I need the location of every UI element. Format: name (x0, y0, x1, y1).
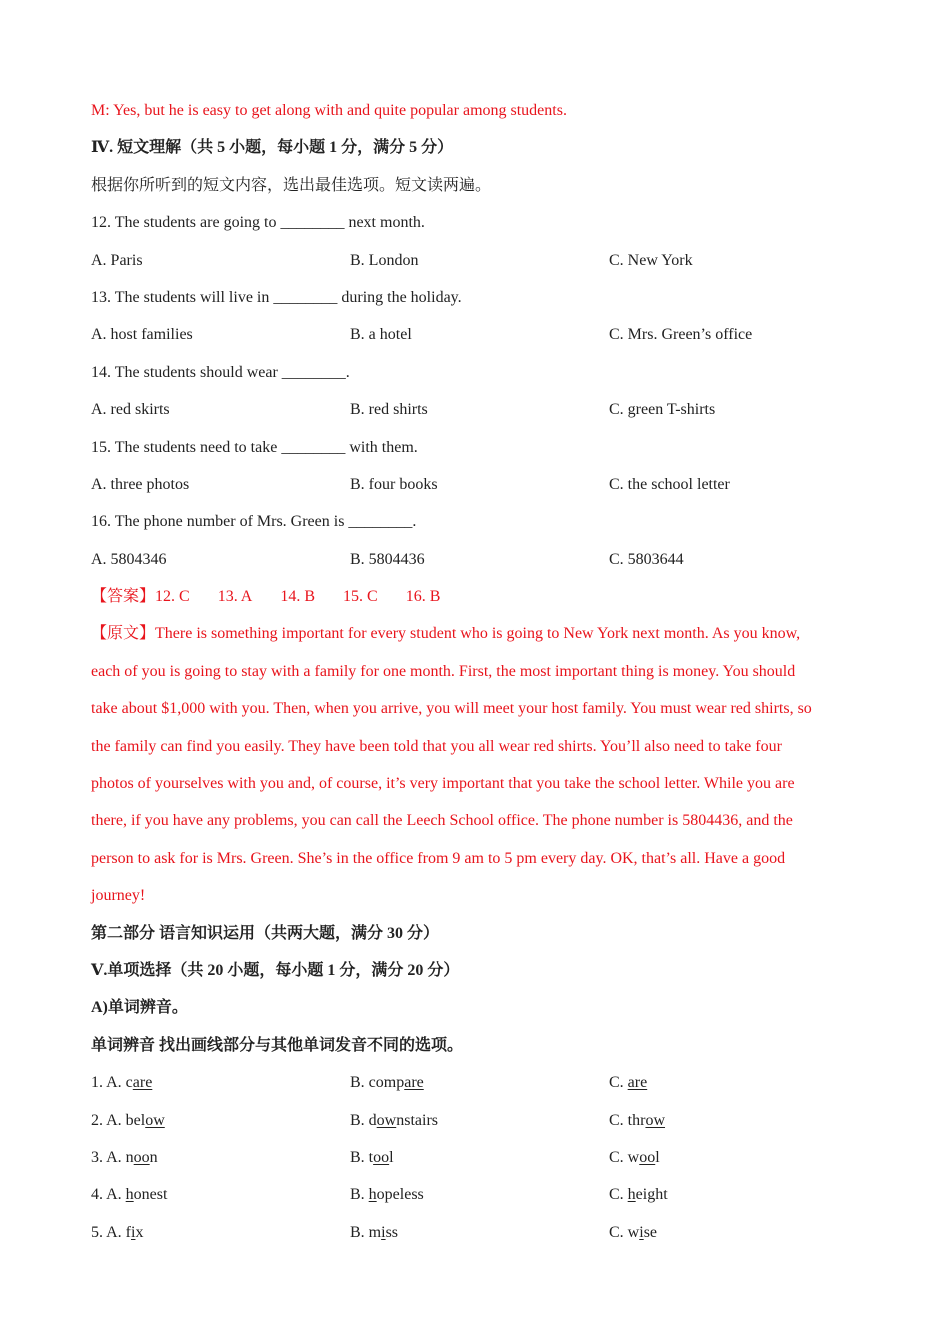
transcript-line: the family can find you easily. They have been told that you all wear red shirts. You’ll also need to take four (91, 737, 782, 755)
option-a: A. red skirts (91, 401, 170, 419)
option-a: 1. A. care (91, 1074, 153, 1092)
document-page (91, 92, 861, 1251)
option-b: B. red shirts (350, 401, 428, 419)
transcript-line: journey! (91, 887, 146, 905)
option-b: B. tool (350, 1148, 394, 1166)
option-b: B. downstairs (350, 1111, 439, 1129)
option-a: 2. A. below (91, 1111, 165, 1129)
option-a: A. 5804346 (91, 550, 167, 568)
transcript-line: each of you is going to stay with a family for one month. First, the most important thing is money. You should (91, 662, 796, 680)
option-c: C. are (609, 1074, 648, 1092)
section-heading: Ⅴ.单项选择（共 20 小题，每小题 1 分，满分 20 分） (91, 961, 460, 979)
answer-item: 15. C (343, 588, 378, 606)
answer-key (91, 578, 861, 615)
transcript-line: photos of yourselves with you and, of course, it’s very important that you take the school letter. While you are (91, 775, 795, 793)
options-13 (91, 316, 861, 353)
answer-label: 【答案】 (91, 588, 156, 606)
phonetics-item-2 (91, 1102, 861, 1139)
transcript-line: there, if you have any problems, you can call the Leech School office. The phone number is 5804436, and the (91, 812, 793, 830)
part-heading: 第二部分 语言知识运用（共两大题，满分 30 分） (91, 924, 440, 942)
option-c: C. 5803644 (609, 550, 684, 568)
phonetics-item-1 (91, 1064, 861, 1101)
transcript-line: person to ask for is Mrs. Green. She’s in the office from 9 am to 5 pm every day. OK, that’s all. Have a good (91, 849, 786, 867)
option-b: B. London (350, 251, 419, 269)
question-15: 15. The students need to take ________ with them. (91, 438, 418, 456)
question-16: 16. The phone number of Mrs. Green is ________. (91, 513, 417, 531)
options-12 (91, 242, 861, 279)
option-a: 4. A. honest (91, 1186, 168, 1204)
answer-item: 14. B (280, 588, 316, 606)
option-c: C. throw (609, 1111, 666, 1129)
option-b: B. miss (350, 1223, 399, 1241)
subsection-heading: A)单词辨音。 (91, 999, 188, 1017)
transcript-label: 【原文】 (91, 625, 156, 643)
option-b: B. a hotel (350, 326, 412, 344)
phonetics-item-5 (91, 1214, 861, 1251)
subsection-instruction: 单词辨音 找出画线部分与其他单词发音不同的选项。 (91, 1036, 464, 1054)
options-16 (91, 541, 861, 578)
option-a: A. Paris (91, 251, 143, 269)
phonetics-item-4 (91, 1176, 861, 1213)
option-b: B. 5804436 (350, 550, 425, 568)
options-15 (91, 466, 861, 503)
option-a: 3. A. noon (91, 1148, 158, 1166)
option-a: A. three photos (91, 475, 190, 493)
option-c: C. wise (609, 1223, 658, 1241)
question-12: 12. The students are going to ________ next month. (91, 214, 425, 232)
section-heading: Ⅳ. 短文理解（共 5 小题，每小题 1 分，满分 5 分） (91, 139, 454, 157)
transcript-line: take about $1,000 with you. Then, when you arrive, you will meet your host family. You must wear red shirts, so (91, 700, 812, 718)
question-14: 14. The students should wear ________. (91, 363, 350, 381)
option-a: 5. A. fix (91, 1223, 144, 1241)
option-b: B. four books (350, 475, 438, 493)
phonetics-item-3 (91, 1139, 861, 1176)
option-c: C. the school letter (609, 475, 730, 493)
answer-item: 12. C (155, 588, 190, 606)
answer-item: 16. B (405, 588, 441, 606)
dialogue-line: M: Yes, but he is easy to get along with and quite popular among students. (91, 102, 567, 119)
transcript-line (91, 615, 861, 652)
answer-item: 13. A (217, 588, 253, 606)
question-13: 13. The students will live in ________ during the holiday. (91, 288, 462, 306)
option-c: C. Mrs. Green’s office (609, 326, 753, 344)
option-b: B. compare (350, 1074, 424, 1092)
section-instruction: 根据你所听到的短文内容，选出最佳选项。短文读两遍。 (91, 176, 492, 194)
option-c: C. wool (609, 1148, 660, 1166)
option-c: C. height (609, 1186, 668, 1204)
option-c: C. New York (609, 251, 693, 269)
option-a: A. host families (91, 326, 193, 344)
option-c: C. green T-shirts (609, 401, 716, 419)
transcript-text: There is something important for every student who is going to New York next month. As you know, (155, 625, 801, 643)
options-14 (91, 391, 861, 428)
option-b: B. hopeless (350, 1186, 424, 1204)
